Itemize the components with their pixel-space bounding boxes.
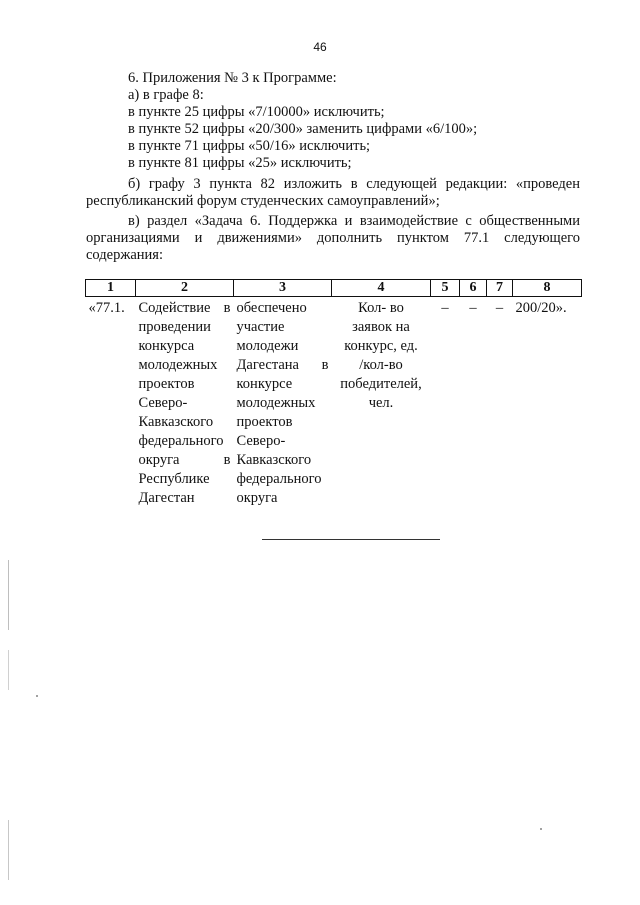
indicator-line: конкурс, ед. xyxy=(344,338,418,354)
item-81-line: в пункте 81 цифры «25» исключить; xyxy=(128,155,352,171)
cell-measure xyxy=(136,297,234,509)
measure-line: конкурса xyxy=(138,338,195,354)
scan-speck xyxy=(36,695,38,697)
result-line: конкурсе xyxy=(236,376,293,392)
result-line: Северо- xyxy=(236,433,286,449)
subpoint-b-line2: республиканский форум студенческих самоуправлений»; xyxy=(86,193,440,209)
measure-line: Кавказского xyxy=(138,414,214,430)
scan-speck xyxy=(540,828,542,830)
page-number: 46 xyxy=(313,40,327,54)
measure-line: Дагестан xyxy=(138,490,195,506)
result-line: молодежи xyxy=(236,338,299,354)
closing-rule xyxy=(262,539,440,540)
indicator-line: /кол-во xyxy=(359,357,403,373)
indicator-line: чел. xyxy=(368,395,394,411)
indicator-line: заявок на xyxy=(352,319,410,335)
result-line: округа xyxy=(236,490,278,506)
measure-line: проектов xyxy=(138,376,195,392)
subpoint-v-line1: в) раздел «Задача 6. Поддержка и взаимодействие с общественными xyxy=(128,213,580,229)
table-row xyxy=(86,297,582,509)
header-col-8: 8 xyxy=(513,280,582,297)
header-col-6: 6 xyxy=(460,280,487,297)
header-col-5: 5 xyxy=(431,280,460,297)
scan-edge-mark xyxy=(8,560,9,630)
measure-line: проведении xyxy=(138,319,211,335)
header-col-1: 1 xyxy=(86,280,136,297)
amendment-table xyxy=(85,279,582,508)
header-col-3: 3 xyxy=(234,280,332,297)
scan-edge-mark xyxy=(8,820,9,880)
table-header-row xyxy=(86,280,582,297)
subpoint-b-line1: б) графу 3 пункта 82 изложить в следующей редакции: «проведен xyxy=(128,176,580,192)
cell-result xyxy=(234,297,332,509)
amendment-heading: 6. Приложения № 3 к Программе: xyxy=(128,70,337,86)
subpoint-a: а) в графе 8: xyxy=(128,87,204,103)
item-52-line: в пункте 52 цифры «20/300» заменить цифрами «6/100»; xyxy=(128,121,478,137)
item-25-line: в пункте 25 цифры «7/10000» исключить; xyxy=(128,104,385,120)
result-line: Дагестана в xyxy=(236,357,329,373)
indicator-line: победителей, xyxy=(340,376,422,392)
header-col-2: 2 xyxy=(136,280,234,297)
header-col-7: 7 xyxy=(487,280,513,297)
subpoint-v-line2: организациями и движениями» дополнить пунктом 77.1 следующего xyxy=(86,230,580,246)
measure-line: молодежных xyxy=(138,357,218,373)
cell-col-6: – xyxy=(469,300,477,316)
cell-col-5: – xyxy=(441,300,449,316)
result-line: федерального xyxy=(236,471,322,487)
subpoint-v-line3: содержания: xyxy=(86,247,164,263)
header-col-4: 4 xyxy=(332,280,431,297)
cell-value: 200/20». xyxy=(515,300,567,316)
result-line: Кавказского xyxy=(236,452,312,468)
cell-col-7: – xyxy=(495,300,504,316)
measure-line: федерального xyxy=(138,433,224,449)
measure-line: округа в xyxy=(138,452,231,468)
measure-line: Республике xyxy=(138,471,210,487)
result-line: участие xyxy=(236,319,285,335)
cell-indicator xyxy=(332,297,431,509)
result-line: обеспечено xyxy=(236,300,307,316)
measure-line: Северо- xyxy=(138,395,188,411)
result-line: молодежных xyxy=(236,395,316,411)
indicator-line: Кол- во xyxy=(358,300,404,316)
measure-line: Содействие в xyxy=(138,300,231,316)
cell-item-number: «77.1. xyxy=(88,300,125,316)
result-line: проектов xyxy=(236,414,293,430)
item-71-line: в пункте 71 цифры «50/16» исключить; xyxy=(128,138,371,154)
scan-edge-mark xyxy=(8,650,9,690)
